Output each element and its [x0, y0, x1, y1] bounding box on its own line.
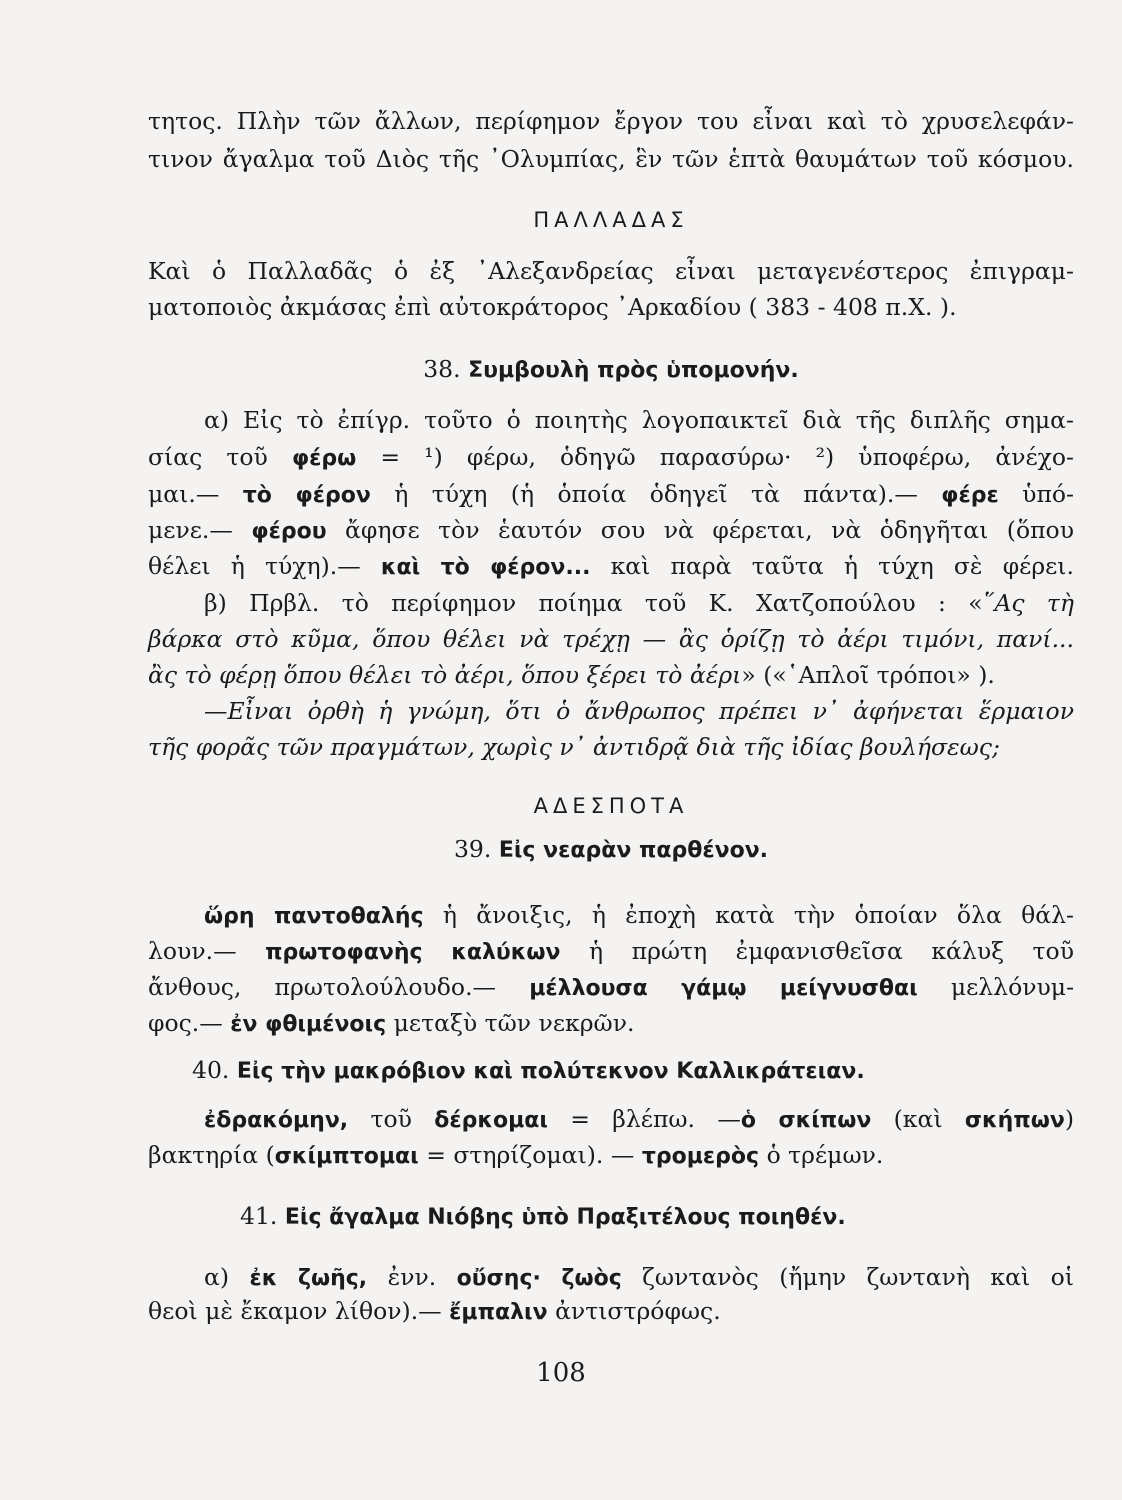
text-line — [148, 936, 1074, 968]
text-span: σίας τοῦ — [148, 443, 292, 471]
text-span: ἄφησε τὸν ἑαυτόν σου νὰ φέρεται, νὰ ὁδηγῆται (ὅπου — [326, 516, 1074, 544]
term: φέρου — [251, 519, 327, 544]
section-heading-palladas: ΠΑΛΛΑΔΑΣ — [533, 208, 689, 232]
quote-span: ἂς τὸ φέρῃ ὅπου θέλει τὸ ἀέρι, ὅπου ξέρει τὸ ἀέρι — [148, 661, 742, 689]
text-span: (καὶ — [871, 1105, 965, 1133]
text-span: θέλει ἡ τύχη).— — [148, 552, 381, 580]
term: ἐκ ζωῆς, — [249, 1266, 368, 1291]
text-span: τοῦ — [348, 1105, 435, 1133]
term: φέρω — [291, 446, 357, 471]
text-span: = βλέπω. — — [547, 1105, 741, 1133]
epigram-number: 40. — [192, 1056, 230, 1084]
text-line: τητος. Πλὴν τῶν ἄλλων, περίφημον ἔργον του εἶναι καὶ τὸ χρυσελεφάν- — [148, 107, 1074, 135]
quote-line: βάρκα στὸ κῦμα, ὅπου θέλει νὰ τρέχῃ — ἂς ὁρίζῃ τὸ ἀέρι τιμόνι, πανί... — [148, 625, 1074, 653]
text-span: καὶ παρὰ ταῦτα ἡ τύχη σὲ φέρει. — [590, 552, 1074, 580]
text-span: ἐνν. — [367, 1263, 457, 1291]
term: σκήπων — [964, 1108, 1065, 1133]
text-span: = ¹) φέρω, ὁδηγῶ παρασύρω· ²) ὑποφέρω, ἀνέχο- — [356, 443, 1074, 471]
text-span: μαι.— — [148, 480, 243, 508]
text-line — [204, 1104, 1074, 1136]
text-line: ματοποιὸς ἀκμάσας ἐπὶ αὐτοκράτορος ᾿Αρκαδίου ( 383 - 408 π.Χ. ). — [148, 293, 957, 321]
text-span: ἡ ἄνοιξις, ἡ ἐποχὴ κατὰ τὴν ὁποίαν ὅλα θάλ- — [423, 901, 1074, 929]
text-span: β) Πρβλ. τὸ περίφημον ποίημα τοῦ Κ. Χατζοπούλου : « — [204, 589, 983, 617]
text-line — [204, 900, 1074, 932]
text-line — [148, 442, 1074, 474]
term: πρωτοφανὴς καλύκων — [265, 940, 561, 965]
text-span: μενε.— — [148, 516, 252, 544]
epigram-title-40 — [192, 1055, 1072, 1087]
term: σκίμπτομαι — [274, 1144, 419, 1169]
term: ἐδρακόμην, — [204, 1108, 349, 1133]
text-span: ὑπό- — [998, 480, 1074, 508]
epigram-title-38 — [148, 354, 1074, 386]
text-line — [148, 1296, 1074, 1328]
epigram-title: Εἰς τὴν μακρόβιον καὶ πολύτεκνον Καλλικράτειαν. — [236, 1059, 865, 1084]
term: μέλλουσα γάμῳ μείγνυσθαι — [529, 976, 918, 1001]
epigram-title: Εἰς ἄγαλμα Νιόβης ὑπὸ Πραξιτέλους ποιηθέν. — [284, 1205, 846, 1230]
text-span: ἡ πρώτη ἐμφανισθεῖσα κάλυξ τοῦ — [560, 937, 1074, 965]
term: δέρκομαι — [434, 1108, 548, 1133]
page-number: 108 — [536, 1358, 586, 1388]
text-span: α) — [204, 1263, 250, 1291]
term: τὸ φέρον — [242, 483, 371, 508]
text-span: φος.— — [148, 1009, 231, 1037]
text-line: α) Εἰς τὸ ἐπίγρ. τοῦτο ὁ ποιητὴς λογοπαικτεῖ διὰ τῆς διπλῆς σημα- — [204, 406, 1074, 434]
quote-line: —Εἶναι ὀρθὴ ἡ γνώμη, ὅτι ὁ ἄνθρωπος πρέπει ν᾿ ἀφήνεται ἕρμαιον — [204, 697, 1074, 725]
text-span: ἡ τύχη (ἡ ὁποία ὁδηγεῖ τὰ πάντα).— — [370, 480, 942, 508]
text-span: βακτηρία ( — [148, 1141, 275, 1169]
quote-line: τῆς φορᾶς τῶν πραγμάτων, χωρὶς ν᾿ ἀντιδρᾷ διὰ τῆς ἰδίας βουλήσεως; — [148, 733, 1000, 761]
text-line — [148, 515, 1074, 547]
quote-span: ῞Ας τὴ — [982, 589, 1074, 617]
text-span: = στηρίζομαι). — — [418, 1141, 642, 1169]
text-span: ὁ τρέμων. — [759, 1141, 884, 1169]
epigram-number: 39. — [453, 835, 492, 863]
text-line — [148, 479, 1074, 511]
text-span: » («῾Απλοῖ τρόποι» ). — [741, 661, 995, 689]
epigram-title: Συμβουλὴ πρὸς ὑπομονήν. — [468, 358, 799, 383]
text-span: ἀντιστρόφως. — [547, 1297, 721, 1325]
text-line — [148, 551, 1074, 583]
text-line: Καὶ ὁ Παλλαδᾶς ὁ ἐξ ᾿Αλεξανδρείας εἶναι μεταγενέστερος ἐπιγραμ- — [148, 257, 1074, 285]
text-line: τινον ἄγαλμα τοῦ Διὸς τῆς ᾿Ολυμπίας, ἓν τῶν ἑπτὰ θαυμάτων τοῦ κόσμου. — [148, 145, 1074, 173]
epigram-title: Εἰς νεαρὰν παρθένον. — [498, 838, 769, 863]
quote-line — [148, 660, 1074, 690]
term: καὶ τὸ φέρον... — [380, 555, 591, 580]
text-span: μελλόνυμ- — [917, 973, 1075, 1001]
term: ὥρη παντοθαλής — [204, 904, 424, 929]
term: φέρε — [941, 483, 999, 508]
epigram-title-41 — [240, 1201, 1074, 1233]
text-line — [148, 1008, 1074, 1040]
term: ἐν φθιμένοις — [230, 1012, 387, 1037]
term: ὁ σκίπων — [740, 1108, 872, 1133]
text-span: ἄνθους, πρωτολούλουδο.— — [148, 973, 530, 1001]
epigram-number: 41. — [240, 1202, 278, 1230]
epigram-title-39 — [148, 834, 1074, 866]
text-line — [148, 1140, 1074, 1172]
text-span: ζωντανὸς (ἤμην ζωντανὴ καὶ οἱ — [621, 1263, 1074, 1291]
text-line — [204, 588, 1074, 618]
text-line — [204, 1262, 1074, 1294]
section-heading-adespota: ΑΔΕΣΠΟΤΑ — [533, 794, 689, 818]
term: οὔσης· ζωὸς — [456, 1266, 622, 1291]
text-span: μεταξὺ τῶν νεκρῶν. — [386, 1009, 635, 1037]
term: τρομερὸς — [641, 1144, 760, 1169]
text-span: ) — [1064, 1105, 1074, 1133]
epigram-number: 38. — [423, 355, 461, 383]
text-span: θεοὶ μὲ ἔκαμον λίθον).— — [148, 1297, 450, 1325]
text-span: λουν.— — [148, 937, 266, 965]
term: ἔμπαλιν — [449, 1300, 548, 1325]
text-line — [148, 972, 1074, 1004]
